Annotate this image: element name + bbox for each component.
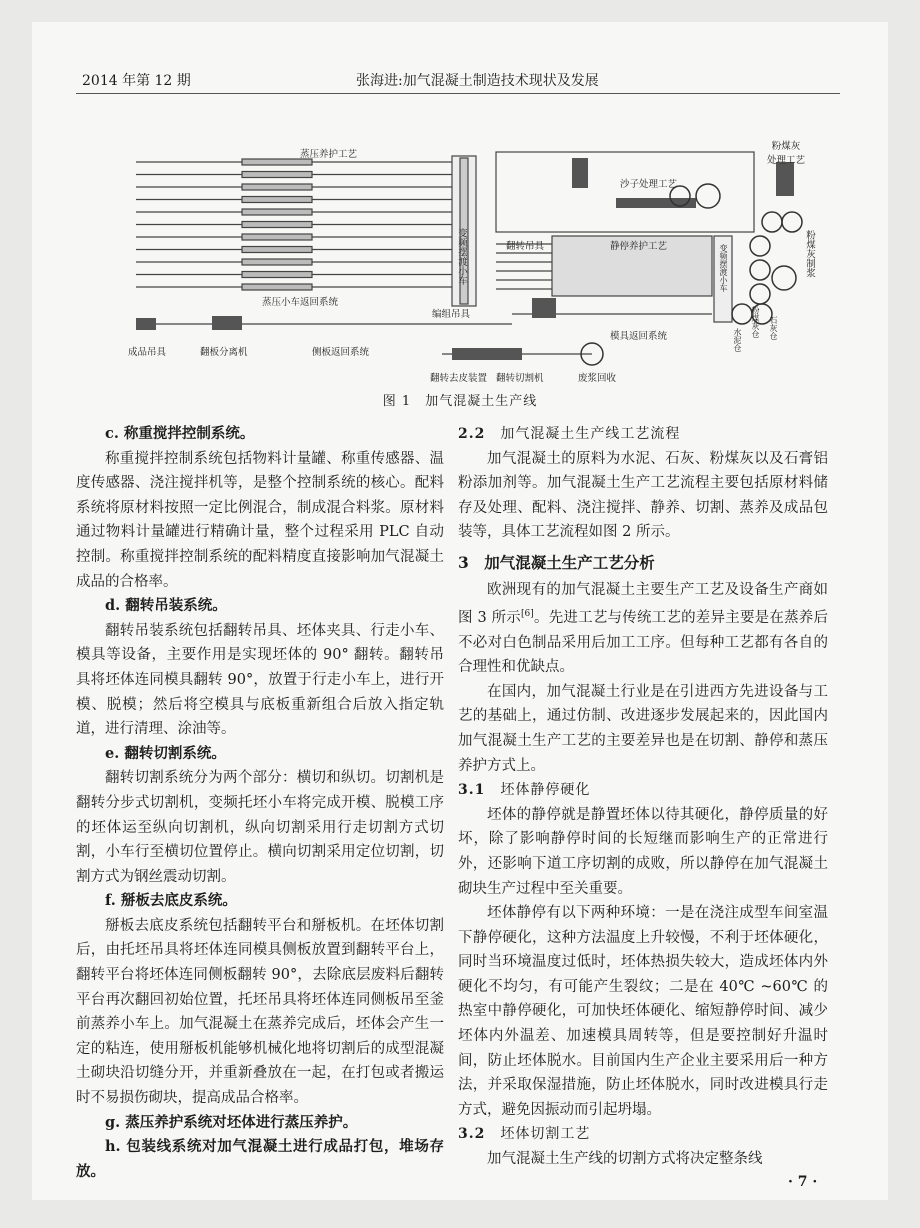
- journal-issue: 2014 年第 12 期: [82, 73, 191, 89]
- paragraph: 坯体的静停就是静置坯体以待其硬化，静停质量的好坏，除了影响静停时间的长短继而影响生产的正常进行外，还影响下道工序切割的成败，所以静停在加气混凝土砌块生产过程中至关重要。: [458, 806, 828, 897]
- citation-ref[interactable]: [6]: [521, 609, 534, 620]
- label-product-spreader: 成品吊具: [128, 347, 167, 358]
- subsection-title: 加气混凝土生产线工艺流程: [485, 426, 681, 442]
- list-item: [76, 422, 444, 447]
- section-heading: 3 加气混凝土生产工艺分析: [458, 552, 655, 572]
- label-cement-silo: 水泥仓: [733, 328, 742, 352]
- autoclave-car: [242, 234, 312, 240]
- label-side-plate-return: 侧板返回系统: [312, 347, 370, 358]
- sand-mill: [572, 158, 588, 188]
- paragraph: 加气混凝土的原料为水泥、石灰、粉煤灰以及石膏铝粉添加剂等。加气混凝土生产工艺流程主要包括原材料储存及处理、配料、浇注搅拌、静养、切割、蒸养及成品包装等，具体工艺流程如图 2 所示。: [458, 450, 828, 541]
- label-right-transfer: 变频摆渡小车: [719, 244, 728, 292]
- subsection-heading: [458, 1122, 828, 1147]
- item-text: d. 翻转吊装系统。: [105, 597, 227, 615]
- paragraph: 翻转吊装系统包括翻转吊具、坯体夹具、行走小车、模具等设备，主要作用是实现坯体的 90° 翻转。翻转吊具将坯体连同模具翻转 90°，放置于行走小车上，进行开模、脱模；然后将空模具与底板重新组合后放入指定轨道，进行清理、涂油等。: [76, 622, 444, 738]
- autoclave-car: [242, 259, 312, 265]
- subsection-heading: [458, 422, 828, 447]
- label-flyash-process: 粉煤灰 处理工艺: [766, 141, 805, 166]
- list-item: [76, 742, 444, 767]
- running-header: [76, 64, 840, 94]
- subsection-title: 坯体静停硬化: [485, 782, 591, 799]
- label-return-car: 蒸压小车返回系统: [262, 297, 339, 308]
- subsection-number: 3.1: [458, 782, 486, 799]
- paragraph: 坯体静停有以下两种环境：一是在浇注成型车间室温下静停硬化，这种方法温度上升较慢，不利于坯体硬化，同时当环境温度过低时，坯体热损失较大，造成坯体内外硬化不均匀，有可能产生裂纹；二是在 40℃ ~60℃ 的热室中静停硬化，可加快坯体硬化、缩短静停时间、减少坯体内外温差、加速模具周转等，但是要控制好升温时间，防止坯体脱水。目前国内生产企业主要采用后一种方法，并采取保湿措施，防止坯体脱水，同时改进模具行走方式，避免因振动而引起坍塌。: [458, 905, 828, 1118]
- paragraph: 加气混凝土生产线的切割方式将决定整条线: [487, 1151, 763, 1168]
- item-text: e. 翻转切割系统。: [105, 744, 226, 762]
- autoclave-car: [242, 209, 312, 215]
- label-editor-spreader: 编组吊具: [432, 309, 471, 320]
- list-item: [76, 889, 444, 914]
- label-autoclave-process: 蒸压养护工艺: [300, 149, 358, 160]
- label-flyash-silo: 粉煤灰仓: [751, 306, 760, 338]
- autoclave-car: [242, 284, 312, 290]
- label-flyash-pulp: 粉煤灰制浆: [804, 230, 815, 278]
- right-column: [458, 422, 828, 1172]
- label-transfer-car: 变频摆渡小车: [456, 228, 467, 285]
- flyash-mill: [776, 162, 794, 196]
- label-waste-recycle: 废浆回收: [578, 373, 617, 384]
- label-peel-device: 翻转去皮装置: [430, 373, 488, 384]
- paragraph: [458, 578, 828, 680]
- figure-caption: 图 1 加气混凝土生产线: [382, 394, 538, 409]
- autoclave-car: [242, 247, 312, 253]
- list-item: [76, 1111, 444, 1136]
- autoclave-car: [242, 197, 312, 203]
- subsection-number: 2.2: [458, 426, 486, 442]
- journal-page: [32, 22, 888, 1200]
- autoclave-car: [242, 184, 312, 190]
- list-item: [76, 594, 444, 619]
- item-text: g. 蒸压养护系统对坯体进行蒸压养护。: [105, 1113, 358, 1131]
- autoclave-car: [242, 272, 312, 278]
- paragraph: 掰板去底皮系统包括翻转平台和掰板机。在坯体切割后，由托坯吊具将坯体连同模具侧板放置到翻转平台上，翻转平台将坯体连同侧板翻转 90°，去除底层废料后翻转平台再次翻回初始位置，托坯吊具将坯体连同侧板吊至釜前蒸养小车上。加气混凝土在蒸养完成后，坯体会产生一定的粘连，使用掰板机能够机械化地将切割后的成型混凝土砌块沿切缝分开，并重新叠放在一起，在打包或者搬运时不易损伤砌块，提高成品合格率。: [76, 917, 444, 1107]
- label-static-process: 静停养护工艺: [610, 241, 668, 252]
- paragraph: 翻转切割系统分为两个部分：横切和纵切。切割机是翻转分步式切割机，变频托坯小车将完成开模、脱模工序的坯体运至纵向切割机，纵向切割采用行走切割方式切割，小车行至横切位置停止。横向切割采用定位切割，切割方式为钢丝震动切割。: [76, 770, 444, 885]
- paragraph-text: 欧洲现有的加气混凝土主要生产工艺及设备生产商如图 3 所示: [458, 581, 828, 626]
- left-column: [76, 422, 444, 1184]
- label-plate-separator: 翻板分离机: [200, 347, 248, 358]
- autoclave-car: [242, 172, 312, 178]
- label-lime-silo: 石灰仓: [769, 316, 778, 340]
- item-text: c. 称重搅拌控制系统。: [105, 425, 255, 442]
- paragraph: 在国内，加气混凝土行业是在引进西方先进设备与工艺的基础上，通过仿制、改进逐步发展起来的，因此国内加气混凝土生产工艺的主要差异也是在切割、静停和蒸压养护方式上。: [458, 683, 828, 774]
- paragraph: 称重搅拌控制系统包括物料计量罐、称重传感器、温度传感器、浇注搅拌机等，是整个控制系统的核心。配料系统将原材料按照一定比例混合，制成混合料浆。原材料通过物料计量罐进行精确计量，整个过程采用 PLC 自动控制。称重搅拌控制系统的配料精度直接影响加气混凝土成品的合格率。: [76, 450, 444, 590]
- label-turn-spreader: 翻转吊具: [506, 241, 545, 252]
- label-turn-cutter: 翻转切割机: [496, 373, 544, 384]
- autoclave-car: [242, 222, 312, 228]
- label-sand-process: 沙子处理工艺: [620, 179, 678, 190]
- label-mold-return: 模具返回系统: [610, 331, 668, 342]
- subsection-title: 坯体切割工艺: [485, 1126, 591, 1143]
- article-title: 张海进:加气混凝土制造技术现状及发展: [356, 73, 599, 89]
- subsection-number: 3.2: [458, 1126, 486, 1143]
- item-text: h. 包装线系统对加气混凝土进行成品打包，堆场存放。: [76, 1138, 444, 1180]
- item-text: f. 掰板去底皮系统。: [105, 892, 237, 910]
- paragraph-text: 。先进工艺与传统工艺的差异主要是在蒸养后不必对白色制品采用后加工工序。但每种工艺都有各自的合理性和优缺点。: [458, 609, 829, 676]
- list-item: [76, 1135, 444, 1184]
- sand-process-box: [496, 152, 754, 232]
- production-line-figure: [92, 118, 832, 384]
- subsection-heading: [458, 778, 828, 803]
- page-number: · 7 ·: [788, 1174, 818, 1190]
